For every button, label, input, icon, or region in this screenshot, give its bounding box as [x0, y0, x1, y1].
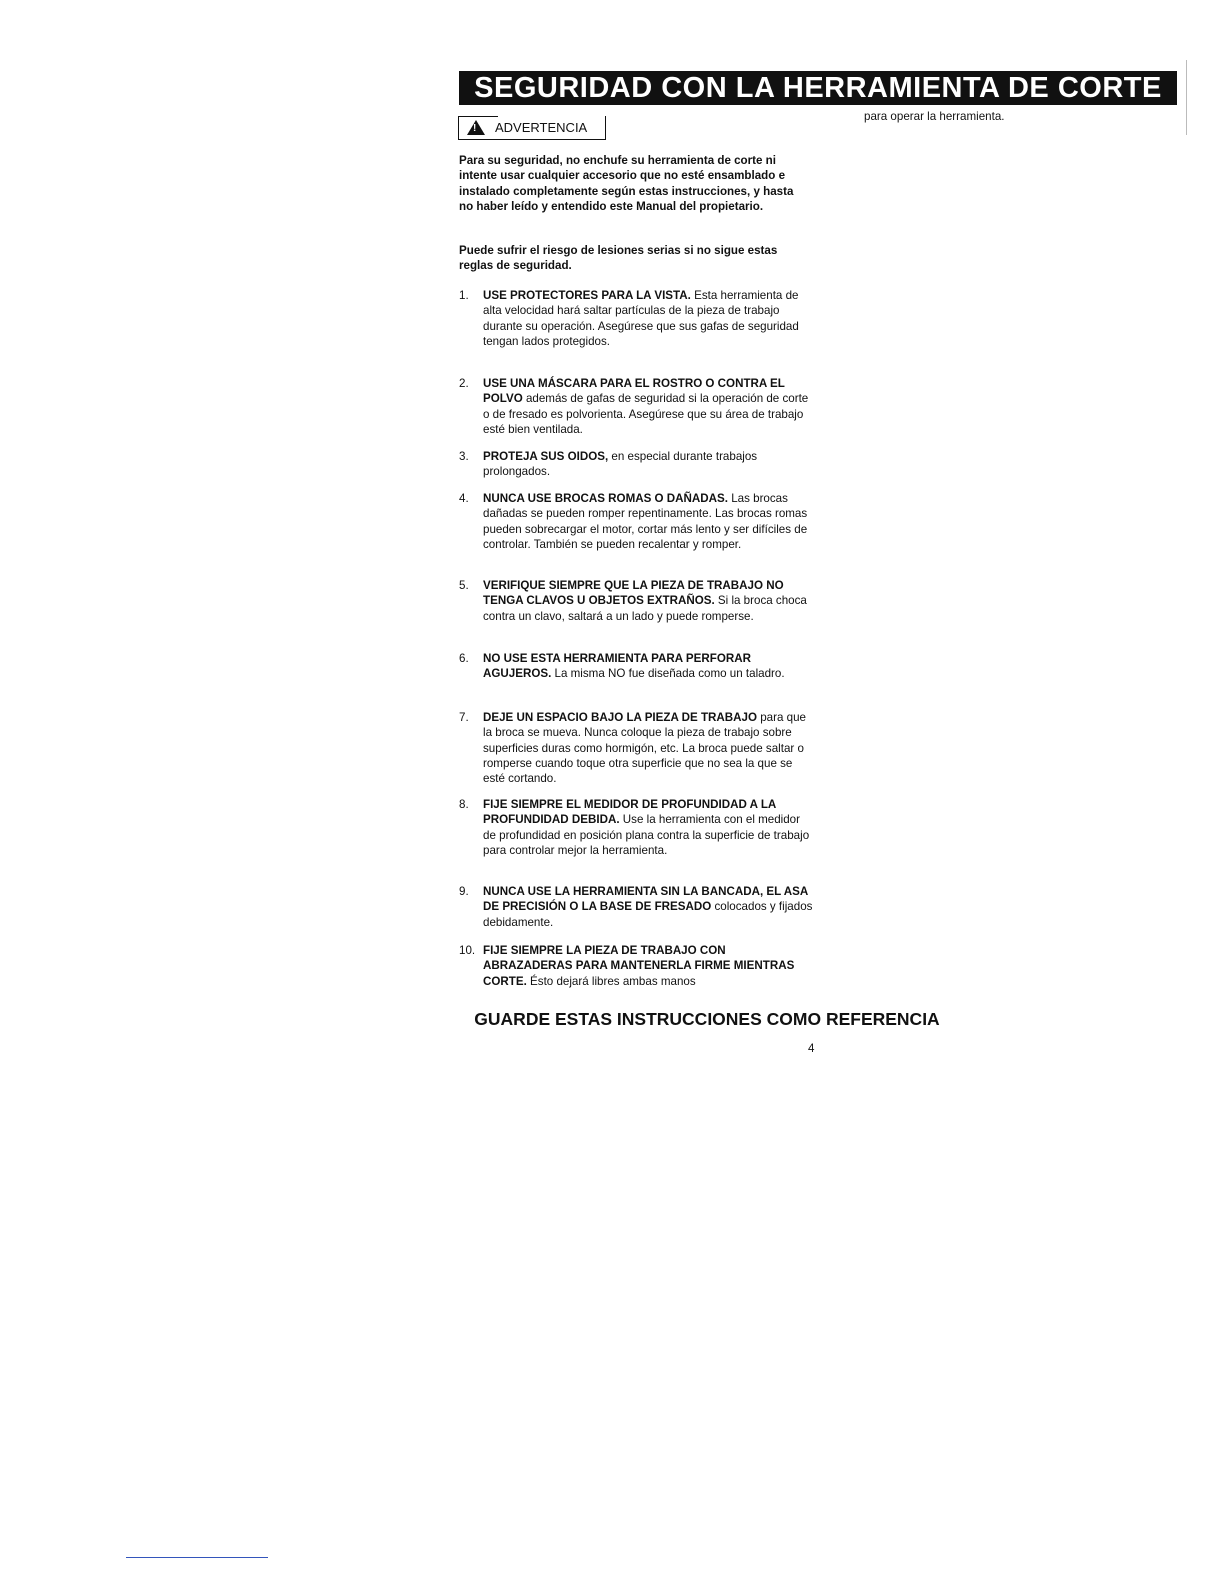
safety-rule-number: 10.: [459, 944, 476, 957]
warning-badge: [458, 116, 606, 140]
safety-rule-heading: PROTEJA SUS OIDOS,: [483, 450, 609, 463]
footer-heading: GUARDE ESTAS INSTRUCCIONES COMO REFERENCIA: [474, 1009, 940, 1029]
safety-rule-number: 2.: [459, 377, 469, 390]
safety-rule-heading: USE UNA MÁSCARA PARA EL ROSTRO O CONTRA EL POLVO: [483, 377, 785, 406]
safety-rule-body: Si la broca choca contra un clavo, saltará a un lado y puede romperse.: [483, 594, 807, 623]
safety-rule-number: 8.: [459, 798, 469, 811]
safety-rule-number: 6.: [459, 652, 469, 665]
safety-rule-text: [483, 376, 814, 437]
safety-rule-text: [483, 288, 814, 349]
safety-rule-body: Ésto dejará libres ambas manos: [526, 974, 696, 988]
safety-rule-text: [483, 491, 814, 552]
safety-rule-item: [459, 578, 814, 624]
safety-rule-heading: NUNCA USE BROCAS ROMAS O DAÑADAS.: [483, 492, 728, 505]
safety-rule-item: [459, 491, 814, 552]
safety-rule-text: [483, 449, 814, 480]
safety-rule-item: [459, 376, 814, 437]
safety-rule-body: Use la herramienta con el medidor de profundidad en posición plana contra la superficie de trabajo para controlar mejor la herramienta.: [483, 813, 810, 857]
safety-rule-text: [483, 710, 814, 786]
warning-badge-edge: [458, 116, 459, 140]
safety-rule-number: 3.: [459, 450, 469, 463]
safety-rule-item: [459, 288, 814, 349]
safety-rule-item: [459, 710, 814, 786]
safety-rule-heading: VERIFIQUE SIEMPRE QUE LA PIEZA DE TRABAJO NO TENGA CLAVOS U OBJETOS EXTRAÑOS.: [483, 579, 784, 608]
safety-rule-body: colocados y fijados debidamente.: [483, 900, 813, 929]
safety-rule-item: [459, 449, 814, 480]
safety-rule-text: [483, 884, 814, 930]
safety-rule-text: [483, 651, 814, 682]
edge-divider: [1186, 60, 1187, 135]
continued-text: para operar la herramienta.: [864, 110, 1005, 123]
safety-rule-item: [459, 884, 814, 930]
safety-rule-body: Las brocas dañadas se pueden romper repentinamente. Las brocas romas pueden sobrecargar el motor, cortar más lento y ser difíciles de controlar. También se pueden recalentar y romper.: [483, 492, 808, 551]
safety-rule-text: [483, 797, 814, 858]
safety-rule-body: además de gafas de seguridad si la operación de corte o de fresado es polvorienta. Asegúrese que su área de trabajo esté bien ventilada.: [483, 392, 809, 436]
safety-rule-item: [459, 797, 814, 858]
bottom-rule: [126, 1557, 268, 1558]
intro-risk-text: Puede sufrir el riesgo de lesiones serias si no sigue estas reglas de seguridad.: [459, 244, 778, 273]
safety-rule-number: 7.: [459, 711, 469, 724]
intro-warning-text: Para su seguridad, no enchufe su herramienta de corte ni intente usar cualquier accesorio que no esté ensamblado e instalado completamente según estas instrucciones, y hasta no haber leído y entendido este Manual del propietario.: [459, 154, 794, 213]
safety-rule-number: 4.: [459, 492, 469, 505]
warning-triangle-icon: !: [467, 120, 485, 135]
safety-rule-number: 9.: [459, 885, 469, 898]
safety-rule-body: La misma NO fue diseñada como un taladro.: [551, 667, 785, 681]
safety-rule-heading: FIJE SIEMPRE EL MEDIDOR DE PROFUNDIDAD A LA PROFUNDIDAD DEBIDA.: [483, 798, 776, 827]
safety-rule-number: 5.: [459, 579, 469, 592]
safety-rule-item: [459, 943, 814, 989]
safety-rule-text: [483, 943, 814, 989]
safety-rule-text: [483, 578, 814, 624]
warning-label: ADVERTENCIA: [495, 120, 588, 135]
page-title: SEGURIDAD CON LA HERRAMIENTA DE CORTE: [459, 71, 1177, 105]
safety-rule-heading: FIJE SIEMPRE LA PIEZA DE TRABAJO CON ABRAZADERAS PARA MANTENERLA FIRME MIENTRAS CORTE.: [483, 944, 795, 988]
safety-rule-heading: DEJE UN ESPACIO BAJO LA PIEZA DE TRABAJO: [483, 711, 757, 724]
safety-rule-heading: USE PROTECTORES PARA LA VISTA.: [483, 289, 691, 302]
safety-rule-number: 1.: [459, 289, 469, 302]
safety-rule-body: para que la broca se mueva. Nunca coloque la pieza de trabajo sobre superficies duras como hormigón, etc. La broca puede saltar o romperse cuando toque otra superficie que no sea la que se esté cortando.: [483, 711, 806, 786]
safety-rule-item: [459, 651, 814, 682]
safety-rule-body: Esta herramienta de alta velocidad hará saltar partículas de la pieza de trabajo durante su operación. Asegúrese que sus gafas de seguridad tengan lados protegidos.: [483, 289, 799, 348]
page-number: 4: [808, 1042, 815, 1055]
safety-rule-heading: NUNCA USE LA HERRAMIENTA SIN LA BANCADA, EL ASA DE PRECISIÓN O LA BASE DE FRESADO: [483, 885, 808, 914]
safety-rule-heading: NO USE ESTA HERRAMIENTA PARA PERFORAR AGUJEROS.: [483, 652, 751, 681]
safety-rule-body: en especial durante trabajos prolongados.: [483, 450, 758, 479]
